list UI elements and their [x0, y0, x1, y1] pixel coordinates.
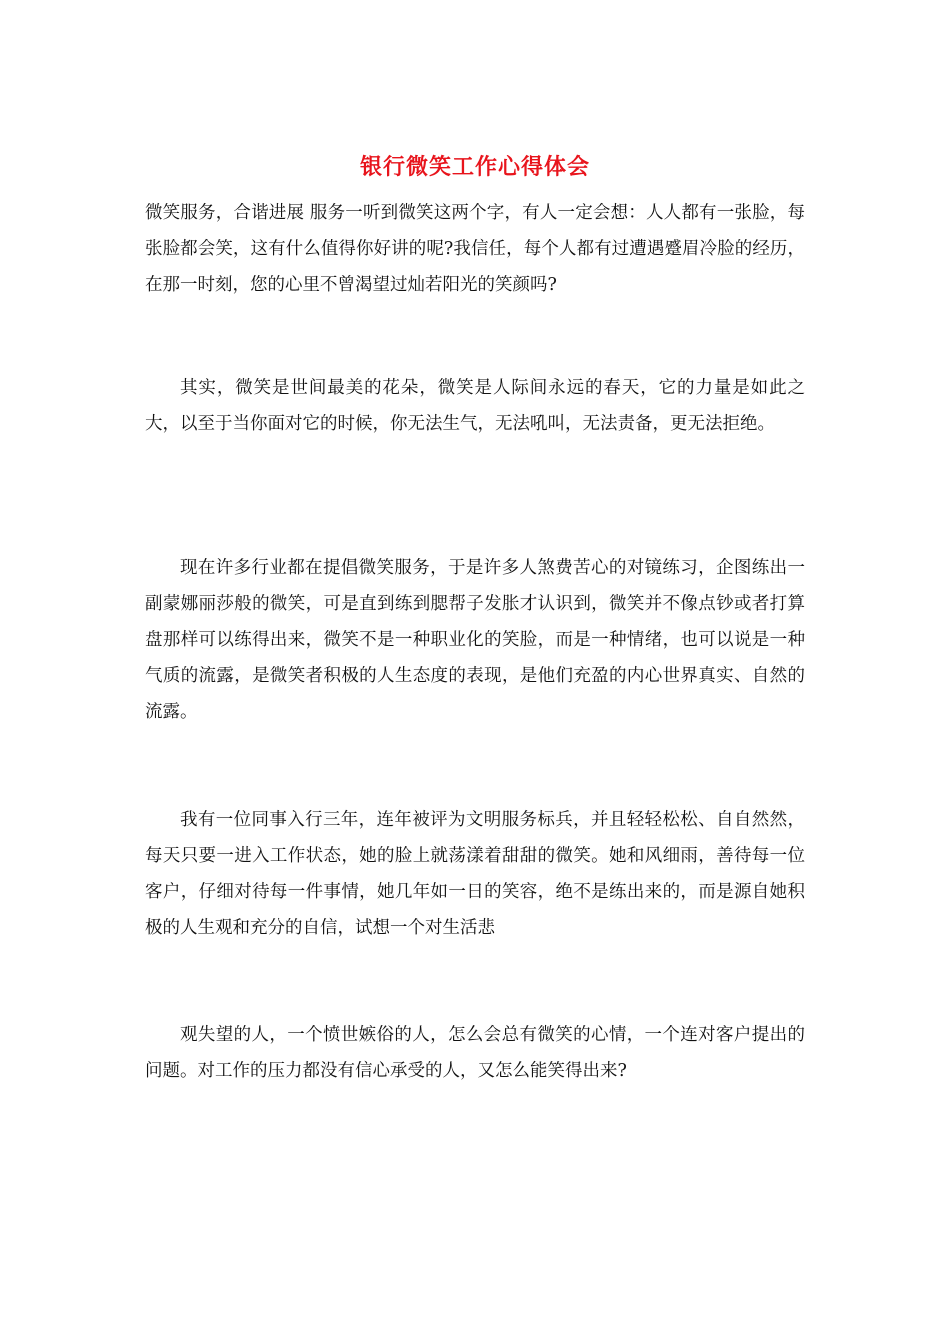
paragraph-2: 其实，微笑是世间最美的花朵，微笑是人际间永远的春天，它的力量是如此之大，以至于当你面对它的时候，你无法生气，无法吼叫，无法责备，更无法拒绝。	[145, 378, 805, 434]
paragraph-5: 观失望的人，一个愤世嫉俗的人，怎么会总有微笑的心情，一个连对客户提出的问题。对工作的压力都没有信心承受的人，又怎么能笑得出来?	[145, 1025, 805, 1081]
document-title: 银行微笑工作心得体会	[359, 154, 590, 180]
paragraph-3: 现在许多行业都在提倡微笑服务，于是许多人煞费苦心的对镜练习，企图练出一副蒙娜丽莎般的微笑，可是直到练到腮帮子发胀才认识到，微笑并不像点钞或者打算盘那样可以练得出来，微笑不是一种职业化的笑脸，而是一种情绪，也可以说是一种气质的流露，是微笑者积极的人生态度的表现，是他们充盈的内心世界真实、自然的流露。	[145, 558, 805, 722]
paragraph-1: 微笑服务，合谐进展 服务一听到微笑这两个字，有人一定会想：人人都有一张脸，每张脸都会笑，这有什么值得你好讲的呢?我信任，每个人都有过遭遇蹙眉冷脸的经历，在那一时刻，您的心里不曾渴望过灿若阳光的笑颜吗?	[145, 203, 805, 295]
paragraph-4: 我有一位同事入行三年，连年被评为文明服务标兵，并且轻轻松松、自自然然，每天只要一进入工作状态，她的脸上就荡漾着甜甜的微笑。她和风细雨，善待每一位客户，仔细对待每一件事情，她几年如一日的笑容，绝不是练出来的，而是源自她积极的人生观和充分的自信，试想一个对生活悲	[145, 810, 805, 938]
